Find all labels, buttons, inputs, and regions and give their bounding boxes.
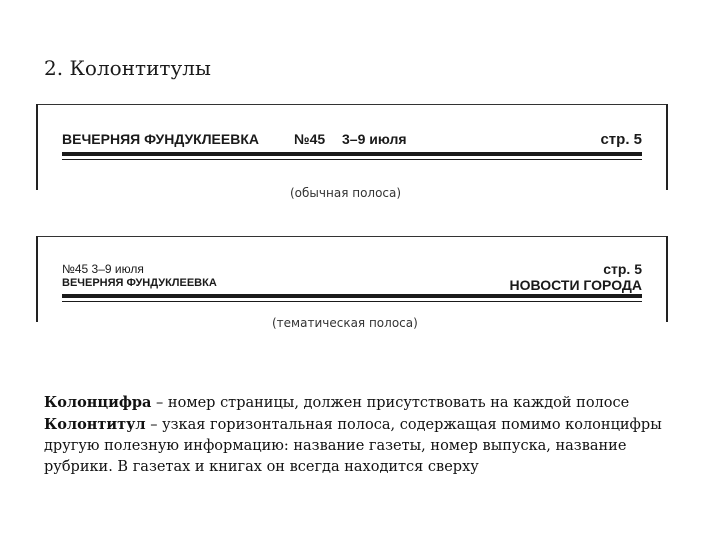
page-number: стр. 5 <box>603 261 642 277</box>
issue-number: №45 <box>294 131 326 147</box>
header-thin-rule <box>62 301 642 302</box>
strip-right-edge <box>666 236 668 322</box>
definition-page-number <box>44 392 684 414</box>
term-page-number: Колонцифра <box>44 394 152 411</box>
strip-top-edge <box>36 236 668 237</box>
header-thick-rule <box>62 152 642 156</box>
definitions-text <box>44 392 684 478</box>
strip-left-edge <box>36 236 38 322</box>
issue-dates: 3–9 июля <box>342 131 407 147</box>
thematic-page-header-example <box>36 236 668 322</box>
rubric-name: НОВОСТИ ГОРОДА <box>509 277 642 293</box>
thematic-page-caption: (тематическая полоса) <box>272 316 418 330</box>
header-thin-rule <box>62 159 642 160</box>
strip-left-edge <box>36 104 38 190</box>
page-number: стр. 5 <box>600 131 642 148</box>
regular-page-caption: (обычная полоса) <box>290 186 402 200</box>
newspaper-name: ВЕЧЕРНЯЯ ФУНДУКЛЕЕВКА <box>62 277 217 289</box>
definition-running-head <box>44 414 684 478</box>
term-running-head: Колонтитул <box>44 416 146 433</box>
issue-number-dates: №45 3–9 июля <box>62 262 144 276</box>
slide-title: 2. Колонтитулы <box>44 56 211 80</box>
strip-right-edge <box>666 104 668 190</box>
strip-top-edge <box>36 104 668 105</box>
regular-page-header-example <box>36 104 668 190</box>
definition-page-number-text: – номер страницы, должен присутствовать на каждой полосе <box>151 395 630 411</box>
newspaper-name: ВЕЧЕРНЯЯ ФУНДУКЛЕЕВКА <box>62 131 259 147</box>
definition-running-head-text: – узкая горизонтальная полоса, содержащая помимо колонцифры другую полезную информацию: название газеты, номер выпуска, название рубрики. В газетах и книгах он всегда находится сверху <box>44 417 662 475</box>
header-thick-rule <box>62 294 642 298</box>
